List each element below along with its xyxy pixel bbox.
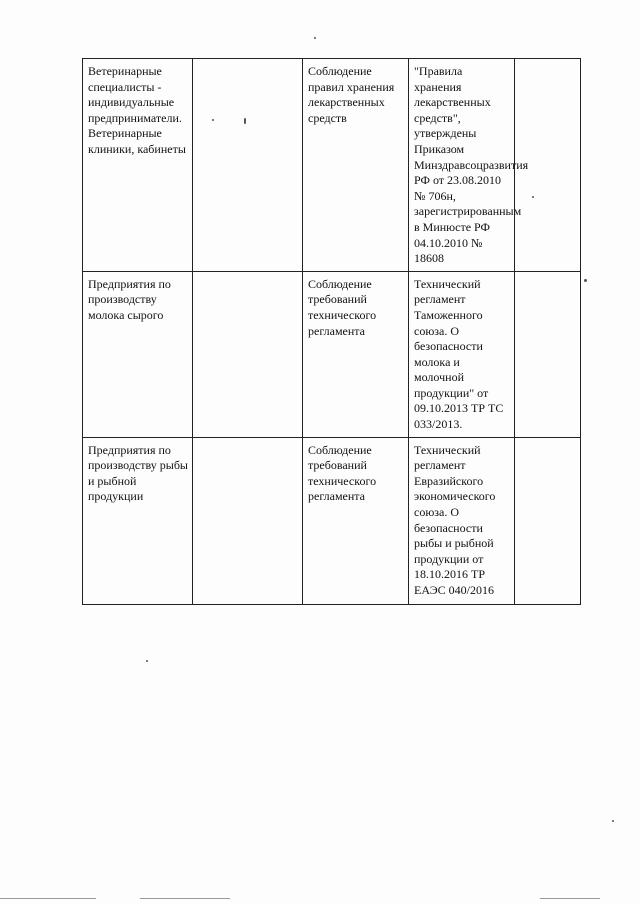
scan-speck (314, 37, 316, 39)
scan-speck (584, 279, 587, 282)
requirement-text: Соблюдение правил хранения лекарственных средств (308, 64, 395, 125)
document-text: Технический регламент Евразийского экономического союза. О безопасности рыбы и рыбной продукции от 18.10.2016 ТР ЕАЭС 040/2016 (414, 442, 496, 597)
period-cell (193, 437, 303, 604)
scan-speck (532, 196, 534, 198)
document-cell (409, 437, 515, 604)
subject-text: Предприятия по производству молока сырого (88, 276, 171, 322)
document-cell (409, 59, 529, 272)
subject-cell (83, 437, 193, 604)
subject-cell (83, 59, 193, 272)
scan-speck (212, 119, 214, 121)
scan-edge-line (0, 898, 96, 899)
document-cell (409, 271, 515, 437)
scan-edge-line (140, 898, 230, 899)
requirement-text: Соблюдение требований технического регламента (308, 442, 377, 504)
inspection-table (82, 58, 581, 605)
note-cell (515, 437, 581, 604)
subject-text: Ветеринарные специалисты - индивидуальные предприниматели. Ветеринарные клиники, кабинеты (88, 64, 186, 156)
scan-edge-line (540, 898, 600, 899)
requirement-cell (303, 437, 409, 604)
period-cell (193, 59, 303, 272)
scan-speck (244, 118, 246, 124)
table-row (83, 271, 581, 437)
subject-cell (83, 271, 193, 437)
document-text: "Правила хранения лекарственных средств", утверждены Приказом Минздравсоцразвития РФ от 23.08.2010 № 706н, зарегистрированным в Минюсте РФ 04.10.2010 № 18608 (414, 64, 529, 266)
table-row (83, 437, 581, 604)
requirement-cell (303, 271, 409, 437)
requirement-cell (303, 59, 409, 272)
requirement-text: Соблюдение требований технического регламента (308, 276, 377, 338)
note-cell (515, 271, 581, 437)
scan-speck (146, 660, 148, 662)
table-row (83, 59, 581, 272)
subject-text: Предприятия по производству рыбы и рыбной продукции (88, 442, 188, 504)
period-cell (193, 271, 303, 437)
scan-speck (612, 820, 614, 822)
document-text: Технический регламент Таможенного союза. О безопасности молока и молочной продукции" от 09.10.2013 ТР ТС 033/2013. (414, 276, 504, 432)
